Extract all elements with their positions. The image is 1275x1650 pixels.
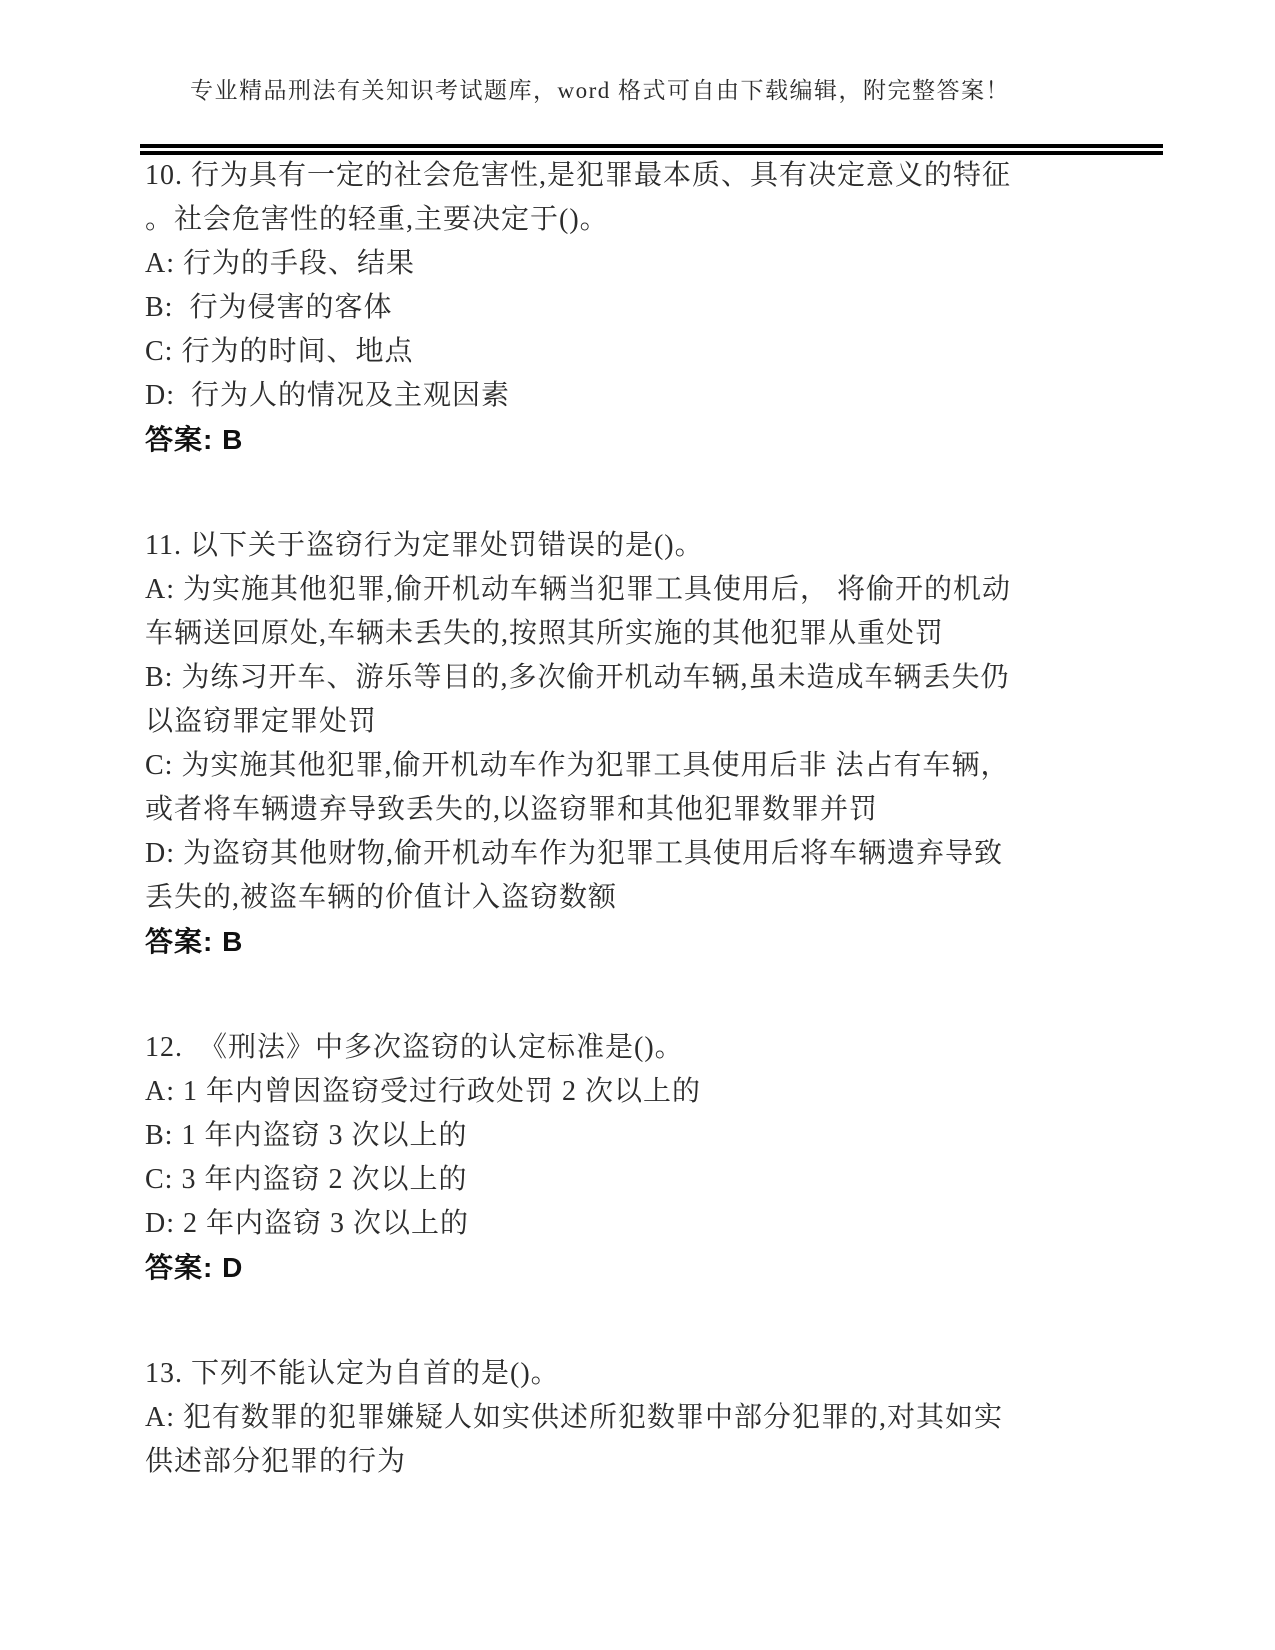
question-stem-line: 13. 下列不能认定为自首的是()。	[145, 1358, 560, 1389]
answer-line: 答案: D	[145, 1252, 244, 1283]
header-banner: 专业精品刑法有关知识考试题库，word 格式可自由下载编辑，附完整答案！	[190, 78, 1011, 103]
question-stem-line: 12. 《刑法》中多次盗窃的认定标准是()。	[145, 1032, 684, 1063]
question-block-13	[145, 1352, 1165, 1484]
question-stem-line: 11. 以下关于盗窃行为定罪处罚错误的是()。	[145, 530, 704, 561]
option-line-a: A: 犯有数罪的犯罪嫌疑人如实供述所犯数罪中部分犯罪的,对其如实	[145, 1402, 1004, 1433]
option-line-b: B: 1 年内盗窃 3 次以上的	[145, 1120, 468, 1151]
question-block-12	[145, 1026, 1165, 1290]
option-line-d: D: 为盗窃其他财物,偷开机动车作为犯罪工具使用后将车辆遗弃导致	[145, 838, 1004, 869]
option-line-c-cont: 或者将车辆遗弃导致丢失的,以盗窃罪和其他犯罪数罪并罚	[145, 794, 879, 825]
option-line-a: A: 行为的手段、结果	[145, 248, 416, 279]
option-line-c: C: 行为的时间、地点	[145, 336, 414, 367]
question-stem-line: 。社会危害性的轻重,主要决定于()。	[145, 204, 609, 235]
option-line-b-cont: 以盗窃罪定罪处罚	[145, 706, 378, 737]
option-line-d: D: 2 年内盗窃 3 次以上的	[145, 1208, 470, 1239]
answer-line: 答案: B	[145, 424, 244, 455]
question-list	[145, 154, 1165, 1546]
option-line-d-cont: 丢失的,被盗车辆的价值计入盗窃数额	[145, 882, 618, 913]
option-line-b: B: 行为侵害的客体	[145, 292, 393, 323]
question-block-11	[145, 524, 1165, 964]
option-line-d: D: 行为人的情况及主观因素	[145, 380, 511, 411]
option-line-c: C: 3 年内盗窃 2 次以上的	[145, 1164, 468, 1195]
option-line-a-cont: 车辆送回原处,车辆未丢失的,按照其所实施的其他犯罪从重处罚	[145, 618, 945, 649]
option-line-a-cont: 供述部分犯罪的行为	[145, 1446, 407, 1477]
option-line-a: A: 1 年内曾因盗窃受过行政处罚 2 次以上的	[145, 1076, 702, 1107]
option-line-c: C: 为实施其他犯罪,偷开机动车作为犯罪工具使用后非 法占有车辆，	[145, 750, 1010, 781]
option-line-a: A: 为实施其他犯罪,偷开机动车辆当犯罪工具使用后， 将偷开的机动	[145, 574, 1012, 605]
option-line-b: B: 为练习开车、游乐等目的,多次偷开机动车辆,虽未造成车辆丢失仍	[145, 662, 1010, 693]
question-block-10	[145, 154, 1165, 462]
question-stem-line: 10. 行为具有一定的社会危害性,是犯罪最本质、具有决定意义的特征	[145, 160, 1012, 191]
answer-line: 答案: B	[145, 926, 244, 957]
